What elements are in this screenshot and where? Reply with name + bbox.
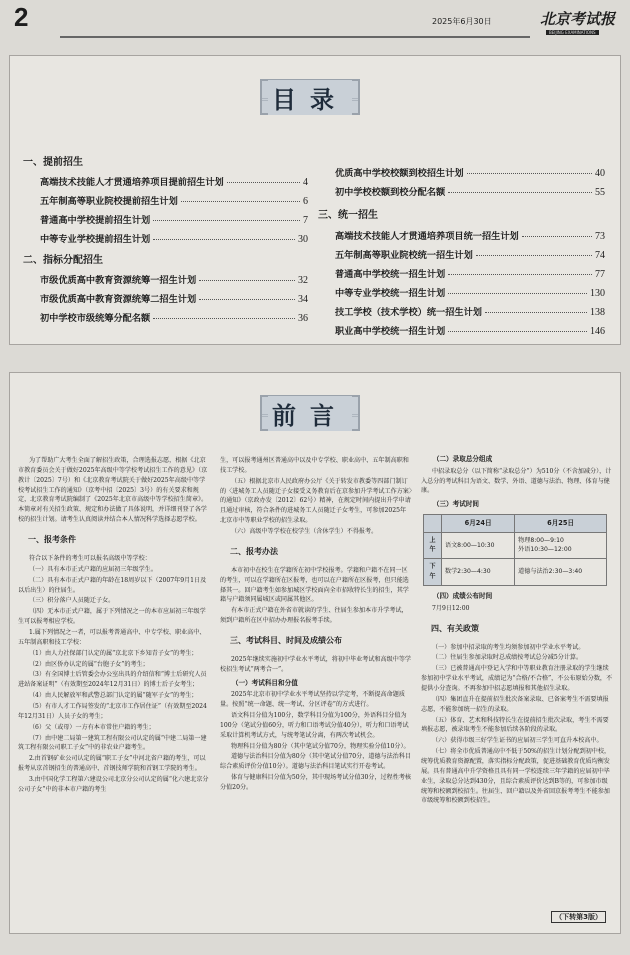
toc-entry[interactable]: 高端技术技能人才贯通培养项目统一招生计划 73 [335, 231, 605, 242]
paragraph: 生，可以报考通州区普通高中以及中专学校、职业高中、五年制高职和技工学校。 [220, 457, 409, 474]
paragraph: 物理科目分值为80分（其中笔试分值70分，物理实验分值10分）。 [230, 742, 410, 750]
masthead-logo: 北京考试报 [540, 10, 616, 28]
paragraph: （6）父（或母）一方有本市常住户籍的考生； [28, 723, 155, 731]
toc-entry[interactable]: 中等专业学校统一招生计划 130 [335, 288, 605, 299]
toc-entry[interactable]: 初中学校校额到校分配名额 55 [335, 187, 605, 198]
paragraph: 体育与健康科目分值为50分，其中现场考试分值30分，过程性考核分值20分。 [220, 774, 412, 792]
table-row [424, 559, 607, 586]
table-row [424, 532, 607, 559]
issue-date: 2025年6月30日 [432, 17, 492, 26]
toc-entry[interactable]: 高端技术技能人才贯通培养项目提前招生计划 4 [40, 177, 308, 188]
paragraph: 有本市正式户籍在外省市就读的学生、往届生参加本市升学考试，须到户籍所在区中招办办理报名报考手续。 [220, 607, 408, 625]
paragraph: （六）高级中等学校在校学生（含休学生）不得报考。 [230, 528, 378, 536]
paragraph: 3.由中国化学工程第六建设公司北京分公司认定的属“化六建北京分公司子女”中的非本市户籍的考生 [18, 776, 209, 793]
toc-entry[interactable]: 普通高中学校统一招生计划 77 [335, 269, 605, 280]
section-heading: 三、考试科目、时间及成绩公布 [230, 635, 342, 645]
subsection-heading: （三）考试时间 [432, 500, 480, 509]
toc-panel [9, 55, 621, 345]
paragraph: 2025年继续实施初中学业水平考试，将初中毕业考试和高级中等学校招生考试“两考合一”。 [220, 655, 412, 673]
toc-entry[interactable]: 五年制高等职业院校统一招生计划 74 [335, 250, 605, 261]
paragraph: （二）具有本市正式户籍的年龄在18周岁以下（2007年9月1日及以后出生）的往届生。 [18, 576, 207, 594]
paragraph: （六）获得市级三好学生证书的应届初三学生可直升本校高中。 [431, 737, 603, 745]
row-label: 上午 [424, 532, 442, 559]
table-header: 6月24日 [442, 514, 515, 532]
table-cell: 数学2:30—4:30 [442, 559, 515, 586]
toc-entry[interactable]: 市级优质高中教育资源统筹二招生计划 34 [40, 294, 308, 305]
table-corner [424, 514, 442, 532]
toc-section-title: 二、指标分配招生 [23, 255, 103, 266]
paragraph: （3）有全国博士后管委会办公室出具的介绍信和“博士后研究人员进站备案证明”（有效期至2024年12月31日）的博士后子女考生； [18, 671, 207, 689]
paragraph: （三）已被普通高中登记入学和中等职业教育注册录取的学生继续参加初中学业水平考试，成绩记为“合格/不合格”，不公布原始分数，不提供小分查询。不再参加中招志愿填报和其他招生录取。 [421, 665, 613, 692]
table-cell: 道德与法治2:30—3:40 [515, 559, 607, 586]
paragraph: 语文科目分值为100分，数学科目分值为100分，外语科目分值为100分（笔试分值60分，听力和口语考试分值40分），听力和口语考试采取计算机考试方式，与统考笔试分离，有两次考试机会。 [220, 712, 409, 739]
preface-title-banner [260, 395, 360, 431]
paragraph: 7月9日12:00 [431, 604, 470, 612]
toc-entry[interactable]: 技工学校（技术学校）统一招生计划 138 [335, 307, 605, 318]
page-header [0, 0, 630, 40]
table-cell: 语文8:00—10:30 [442, 532, 515, 559]
paragraph: 符合以下条件的考生可以报名高级中等学校： [28, 554, 151, 562]
toc-section-title: 三、统一招生 [318, 210, 378, 221]
paragraph: 本市初中在校生在学籍所在初中学校报考。学籍和户籍不在同一区的考生，可以在学籍所在区报考，也可以在户籍所在区报考，但只能选择其一。回户籍考生如参加城区学校面向全市招收特长生的招生，其学籍与户籍须同属城区或同属其他区。 [220, 566, 409, 604]
paragraph: （一）参加中招录取的考生均须参加初中学业水平考试。 [431, 643, 585, 651]
paragraph: （五）根据北京市人民政府办公厅《关于转发市教委等四部门制订的〈进城务工人员随迁子女接受义务教育后在京参加升学考试工作方案〉的通知》（京政办发〔2012〕62号）精神，在规定时间内提出升学申请且通过审核，符合条件的进城务工人员随迁子女考生，可参加2025年北京市中等职业学校的招生录取。 [220, 477, 412, 525]
paragraph: （二）往届生参加录取时总成绩按考试总分减5分计算。 [431, 654, 583, 662]
paragraph: （7）由中建二局第一建筑工程有限公司认定的属“中建二局第一建筑工程有限公司职工子女”中的非农业户籍考生。 [18, 734, 207, 752]
paragraph: （四）集团直升在提前招生批次备案录取、已备案考生不需要填报志愿，不能参加统一招生的录取。 [421, 695, 609, 713]
subsection-heading: （一）考试科目和分值 [231, 678, 298, 687]
toc-entry[interactable]: 市级优质高中教育资源统筹一招生计划 32 [40, 275, 308, 286]
exam-schedule-table [423, 514, 607, 586]
paragraph: （七）将全市优质普通高中不低于50%的招生计划分配到初中校，统筹优质教育资源配置，落实指标分配政策，促进基础教育优质均衡发展。具有普通高中升学资格且具有同一学校连续三年学籍的应届初中毕业生，录取总分达到430分，且综合素质评价达到B等的，可参加市级统筹和校额到校招生。往届生、回户籍以及外省回京报考考生不能参加市级统筹和校额到校招生。 [421, 748, 611, 805]
section-heading: 四、有关政策 [431, 623, 479, 633]
subsection-heading: （四）成绩公布时间 [432, 592, 493, 601]
toc-section-title: 一、提前招生 [23, 157, 83, 168]
paragraph: （四）无本市正式户籍，属于下列情况之一的本市应届初三年级学生可以报考相应学校。 [18, 608, 206, 626]
toc-entry[interactable]: 中等专业学校提前招生计划 30 [40, 234, 308, 245]
paragraph: （1）由人力社保部门认定的属“京北京下乡知青子女”的考生； [28, 649, 198, 657]
toc-entry[interactable]: 五年制高等职业院校提前招生计划 6 [40, 196, 308, 207]
toc-entry[interactable]: 职业高中学校统一招生计划 146 [335, 326, 605, 337]
paragraph: （五）体育、艺术和科技特长生在提前招生批次录取，考生不需要填报志愿，被录取考生不能参加后续各阶段的录取。 [421, 716, 609, 734]
continued-notice: （下转第3版） [551, 911, 606, 923]
paragraph: （4）由人民解放军和武警总部门认定的属“随军子女”的考生； [28, 692, 198, 700]
toc-entry[interactable]: 初中学校市级统筹分配名额 36 [40, 313, 308, 324]
preface-column-2 [220, 456, 412, 794]
section-heading: 一、报考条件 [28, 535, 76, 545]
table-header: 6月25日 [515, 514, 607, 532]
preface-column-3 [421, 451, 613, 807]
subsection-heading: （二）录取总分组成 [432, 455, 493, 463]
toc-title: 目录 [268, 80, 352, 115]
row-label: 下午 [424, 559, 442, 586]
paragraph: 2.由首钢矿业公司认定的属“职工子女”中河北省户籍的考生，可以报考从京首钢招生的普通高中、首钢技师学院和首钢工学院的考生。 [18, 755, 206, 773]
paragraph: 2025年北京市初中学业水平考试坚持以学定考，不断提高命题质量。按照“统一命题、统一考试、分区评卷”的方式进行。 [220, 691, 405, 709]
preface-intro: 为了帮助广大考生全面了解招生政策，合理选报志愿，根据《北京市教育委员会关于做好2025年高级中等学校考试招生工作的意见》（京教计〔2025〕7号）和《北京教育考试院关于做好2025年高级中等学校考试招生工作的通知》（京考中招〔2025〕3号）的有关要求和规定，北京教育考试院编制了《2025年北京市高级中等学校招生简章》。本简章对有关招生政策、规定和办法做了具体说明，并详细刊登了各学校的招生计划。请考生认真阅读并结合本人情况科学选择志愿学校。 [18, 457, 208, 524]
paragraph: 道德与法治科目分值为80分（其中笔试分值70分，道德与法治科目综合素质评价分值10分）。道德与法治科目笔试实行开卷考试。 [220, 753, 412, 771]
toc-title-banner [260, 79, 360, 115]
page-number: 2 [14, 2, 29, 32]
header-rule [60, 36, 530, 38]
preface-column-1 [18, 456, 210, 796]
preface-panel [9, 372, 621, 934]
paragraph: （一）具有本市正式户籍的应届初三年级学生。 [28, 565, 157, 573]
toc-entry[interactable]: 优质高中学校校额到校招生计划 40 [335, 168, 605, 179]
table-cell: 物理8:00—9:10 外语10:30—12:00 [515, 532, 607, 559]
paragraph: （三）积分落户人员随迁子女。 [28, 597, 115, 605]
preface-title: 前言 [268, 396, 352, 431]
paragraph: （2）由区侨办认定的属“台胞子女”的考生； [28, 660, 149, 668]
paragraph: （5）有市人才工作局签发的“北京市工作居住证”（有效期至2024年12月31日）人员子女的考生； [18, 703, 207, 720]
section-heading: 二、报考办法 [230, 546, 278, 556]
paragraph: 1.属下列情况之一者，可以报考普通高中、中专学校、职业高中、五年制高职和技工学校： [18, 628, 206, 646]
paragraph: 中招录取总分（以下简称“录取总分”）为510分（不含加减分），计入总分的考试科目为语文、数学、外语、道德与法治、物理、体育与健康。 [421, 467, 612, 495]
masthead-english: BEIJING EXAMINATIONS [546, 30, 599, 35]
toc-entry[interactable]: 普通高中学校提前招生计划 7 [40, 215, 308, 226]
